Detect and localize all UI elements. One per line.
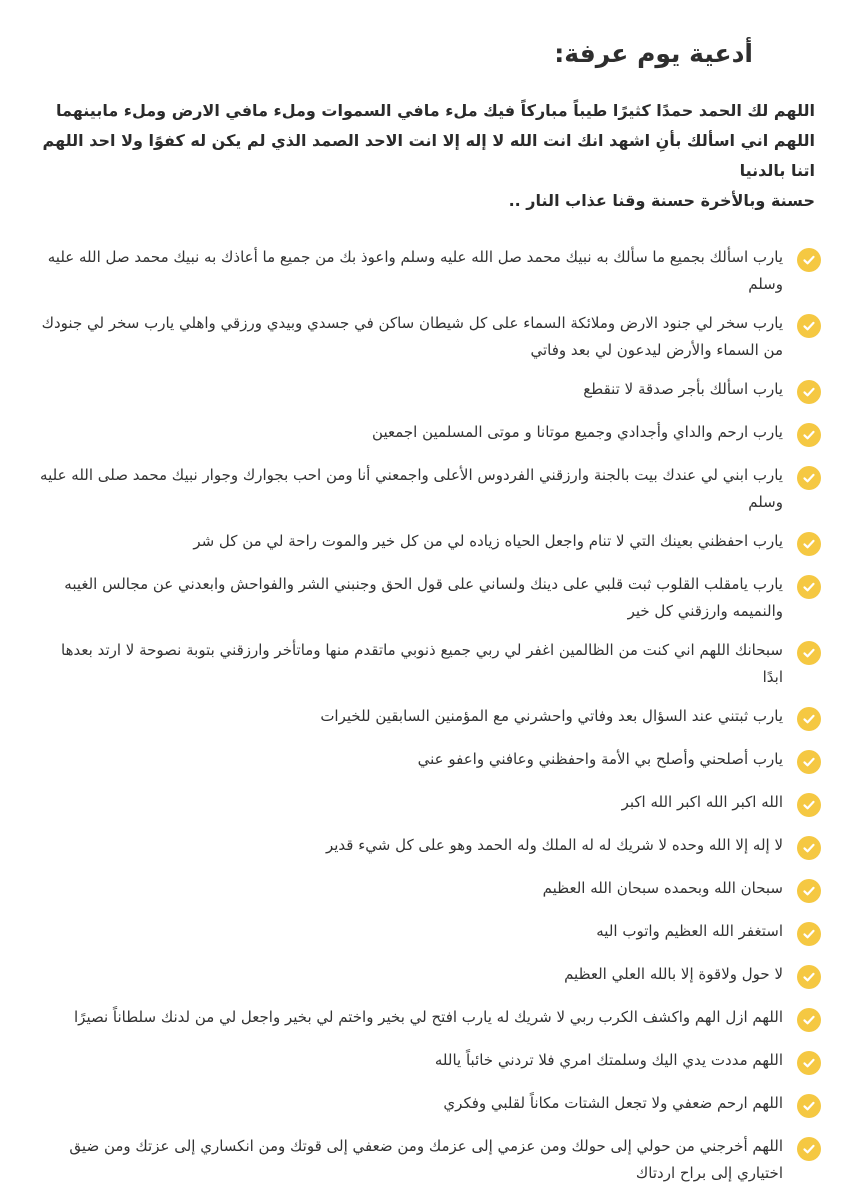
- list-item: [40, 571, 821, 625]
- list-item-text: يارب يامقلب القلوب ثبت قلبي على دينك ولساني على قول الحق وجنبني الشر والفواحش وابعدني عن مجالس الغيبه والنميمه وارزقني كل خير: [64, 575, 783, 620]
- list-item: [40, 789, 821, 820]
- list-item-text: يارب احفظني بعينك التي لا تنام واجعل الحياه زياده لي من كل خير والموت راحة لي من كل شر: [193, 532, 783, 550]
- list-item-text: اللهم أخرجني من حولي إلى حولك ومن عزمي إلى عزمك ومن ضعفي إلى قوتك ومن انكساري إلى عزتك ومن ضيق اختياري إلى براح اردتاك: [69, 1137, 783, 1182]
- list-item: [40, 244, 821, 298]
- list-item-text: لا حول ولاقوة إلا بالله العلي العظيم: [564, 965, 783, 983]
- list-item: [40, 462, 821, 516]
- check-icon: [797, 750, 821, 774]
- list-item-text: يارب ابني لي عندك بيت بالجنة وارزقني الفردوس الأعلى واجمعني أنا ومن احب بجوارك وجوار نبيك محمد صلى الله عليه وسلم: [40, 466, 783, 511]
- check-icon: [797, 380, 821, 404]
- intro-line: اللهم لك الحمد حمدًا كثيرًا طيباً مباركاً فيك ملء مافي السموات وملء مافي الارض وملء مابينهما: [55, 101, 815, 120]
- check-icon: [797, 314, 821, 338]
- check-icon: [797, 466, 821, 490]
- list-item-text: يارب ثبتني عند السؤال بعد وفاتي واحشرني مع المؤمنين السابقين للخيرات: [320, 707, 783, 725]
- list-item: [40, 1004, 821, 1035]
- list-item: [40, 528, 821, 559]
- list-item-text: يارب اسألك بجميع ما سألك به نبيك محمد صل الله عليه وسلم واعوذ بك من جميع ما أعاذك به نبيك محمد صل الله عليه وسلم: [47, 248, 783, 293]
- list-item-text: يارب أصلحني وأصلح بي الأمة واحفظني وعافني واعفو عني: [417, 750, 783, 768]
- list-item-text: سبحان الله وبحمده سبحان الله العظيم: [542, 879, 783, 897]
- check-icon: [797, 707, 821, 731]
- list-item-text: اللهم ازل الهم واكشف الكرب ربي لا شريك له يارب افتح لي بخير واختم لي بخير واجعل لي من لدنك سلطاناً نصيرًا: [74, 1008, 783, 1026]
- list-item: [40, 1047, 821, 1078]
- check-icon: [797, 641, 821, 665]
- list-item-text: يارب ارحم والداي وأجدادي وجميع موتانا و موتى المسلمين اجمعين: [372, 423, 783, 441]
- list-item: [40, 703, 821, 734]
- list-item: [40, 1090, 821, 1121]
- list-item: [40, 918, 821, 949]
- check-icon: [797, 1051, 821, 1075]
- check-icon: [797, 575, 821, 599]
- check-icon: [797, 1008, 821, 1032]
- list-item-text: الله اكبر الله اكبر الله اكبر: [621, 793, 783, 811]
- list-item: [40, 376, 821, 407]
- list-item-text: اللهم مددت يدي اليك وسلمتك امري فلا تردني خائباً يالله: [434, 1051, 783, 1069]
- check-icon: [797, 423, 821, 447]
- list-item: [40, 961, 821, 992]
- list-item: [40, 1133, 821, 1187]
- list-item-text: يارب سخر لي جنود الارض وملائكة السماء على كل شيطان ساكن في جسدي وبيدي ورزقي واهلي يارب سخر لي جنودك من السماء والأرض ليدعون لي بعد وفاتي: [41, 314, 783, 359]
- list-item-text: لا إله إلا الله وحده لا شريك له له الملك وله الحمد وهو على كل شيء قدير: [325, 836, 783, 854]
- list-item: [40, 746, 821, 777]
- list-item-text: سبحانك اللهم اني كنت من الظالمين اغفر لي ربي جميع ذنوبي ماتقدم منها وماتأخر وارزقني بتوبة نصوحة لا ارتد بعدها ابدًا: [61, 641, 783, 686]
- list-item: [40, 419, 821, 450]
- intro-paragraph: [40, 96, 821, 216]
- intro-line: اللهم اني اسألك بأنِ اشهد انك انت الله لا إله إلا انت الاحد الصمد الذي لم يكن له كفوًا ولا احد اللهم اتنا بالدنيا: [42, 131, 815, 180]
- check-icon: [797, 922, 821, 946]
- check-icon: [797, 1137, 821, 1161]
- list-item: [40, 637, 821, 691]
- list-item: [40, 832, 821, 863]
- list-item: [40, 310, 821, 364]
- check-icon: [797, 879, 821, 903]
- page-title: أدعية يوم عرفة:: [554, 39, 753, 68]
- list-item-text: استغفر الله العظيم واتوب اليه: [596, 922, 783, 940]
- check-icon: [797, 1094, 821, 1118]
- intro-line: حسنة وبالأخرة حسنة وقنا عذاب النار ..: [508, 191, 815, 210]
- list-item: [40, 875, 821, 906]
- check-icon: [797, 248, 821, 272]
- check-icon: [797, 532, 821, 556]
- list-item-text: اللهم ارحم ضعفي ولا تجعل الشتات مكاناً لقلبي وفكري: [443, 1094, 783, 1112]
- check-icon: [797, 965, 821, 989]
- check-icon: [797, 793, 821, 817]
- check-icon: [797, 836, 821, 860]
- dua-list: [40, 244, 821, 1187]
- list-item-text: يارب اسألك بأجر صدقة لا تنقطع: [583, 380, 783, 398]
